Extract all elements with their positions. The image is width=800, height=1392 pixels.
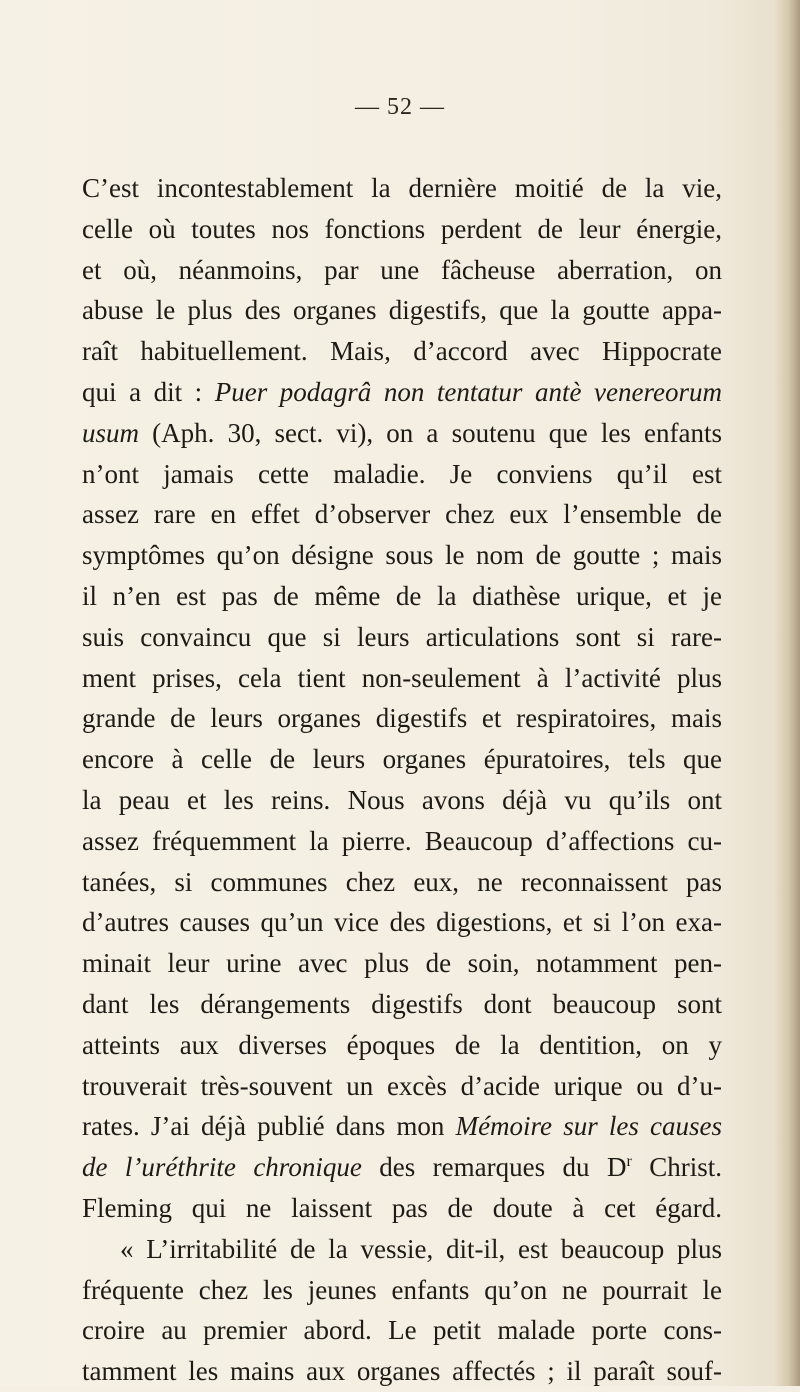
text-line — [82, 576, 722, 617]
text-segment: Christ. — [631, 1152, 722, 1183]
text-line — [82, 454, 722, 495]
text-segment: grande de leurs organes digestifs et respiratoires, mais — [82, 703, 722, 734]
text-line — [82, 1270, 722, 1311]
text-segment: (Aph. 30, sect. vi), on a soutenu que les enfants — [139, 417, 722, 448]
text-segment: croire au premier abord. Le petit malade porte cons- — [82, 1315, 722, 1346]
text-segment: raît habituellement. Mais, d’accord avec Hippocrate — [82, 336, 722, 367]
text-line — [82, 984, 722, 1025]
text-line — [82, 494, 722, 535]
text-segment: fréquente chez les jeunes enfants qu’on ne pourrait le — [82, 1274, 722, 1305]
superscript-text: r — [626, 1153, 632, 1171]
text-segment: assez fréquemment la pierre. Beaucoup d’affections cu- — [82, 825, 722, 856]
text-segment: minait leur urine avec plus de soin, notamment pen- — [82, 948, 722, 979]
text-segment: la peau et les reins. Nous avons déjà vu qu’ils ont — [82, 784, 722, 815]
text-line — [82, 698, 722, 739]
text-segment: atteints aux diverses époques de la dentition, on y — [82, 1029, 722, 1060]
text-line — [82, 739, 722, 780]
text-segment: symptômes qu’on désigne sous le nom de goutte ; mais — [82, 540, 722, 571]
italic-text: Puer podagrâ non tentatur antè venereorum — [214, 376, 722, 407]
text-segment: tanées, si communes chez eux, ne reconnaissent pas — [82, 866, 722, 897]
text-segment: assez rare en effet d’observer chez eux l’ensemble de — [82, 499, 722, 530]
text-segment: il n’en est pas de même de la diathèse urique, et je — [82, 580, 722, 611]
text-line — [82, 331, 722, 372]
text-segment: celle où toutes nos fonctions perdent de leur énergie, — [82, 213, 722, 244]
text-line — [82, 372, 722, 413]
page-number: — 52 — — [355, 94, 445, 120]
text-segment: tamment les mains aux organes affectés ; il paraît souf- — [82, 1356, 722, 1387]
text-line — [82, 1229, 722, 1270]
text-segment: des remarques du D — [361, 1152, 627, 1183]
italic-text: Mémoire sur les causes — [455, 1111, 722, 1142]
text-segment: qui a dit : — [82, 376, 215, 407]
text-line — [82, 168, 722, 209]
text-line — [82, 1106, 722, 1147]
italic-text: de l’uréthrite chronique — [82, 1152, 362, 1183]
text-line — [82, 1025, 722, 1066]
text-line — [82, 1066, 722, 1107]
text-line — [82, 780, 722, 821]
text-line — [82, 535, 722, 576]
text-line — [82, 1147, 722, 1188]
text-segment: abuse le plus des organes digestifs, que la goutte appa- — [82, 295, 722, 326]
text-segment: encore à celle de leurs organes épuratoires, tels que — [82, 744, 722, 775]
text-line — [82, 617, 722, 658]
text-segment: n’ont jamais cette maladie. Je conviens qu’il est — [82, 458, 722, 489]
text-line — [82, 1188, 722, 1229]
text-line — [82, 1310, 722, 1351]
text-line — [82, 821, 722, 862]
text-line — [82, 943, 722, 984]
italic-text: usum — [82, 417, 140, 448]
text-segment: suis convaincu que si leurs articulations sont si rare- — [82, 621, 722, 652]
text-segment: « L’irritabilité de la vessie, dit-il, est beaucoup plus — [120, 1233, 722, 1264]
text-segment: rates. J’ai déjà publié dans mon — [82, 1111, 456, 1142]
binding-edge-shadow — [774, 0, 800, 1386]
text-segment: C’est incontestablement la dernière moitié de la vie, — [82, 173, 722, 203]
text-segment: et où, néanmoins, par une fâcheuse aberration, on — [82, 254, 722, 285]
text-segment: dant les dérangements digestifs dont beaucoup sont — [82, 988, 722, 1019]
text-line — [82, 658, 722, 699]
text-segment: Fleming qui ne laissent pas de doute à cet égard. — [82, 1192, 722, 1223]
text-line — [82, 862, 722, 903]
text-line — [82, 250, 722, 291]
body-text — [82, 168, 722, 1392]
text-line — [82, 290, 722, 331]
text-line — [82, 902, 722, 943]
text-segment: d’autres causes qu’un vice des digestions, et si l’on exa- — [82, 907, 722, 938]
text-line — [82, 209, 722, 250]
text-segment: ment prises, cela tient non-seulement à l’activité plus — [82, 662, 722, 693]
text-line — [82, 413, 722, 454]
text-segment: trouverait très-souvent un excès d’acide urique ou d’u- — [82, 1070, 722, 1101]
